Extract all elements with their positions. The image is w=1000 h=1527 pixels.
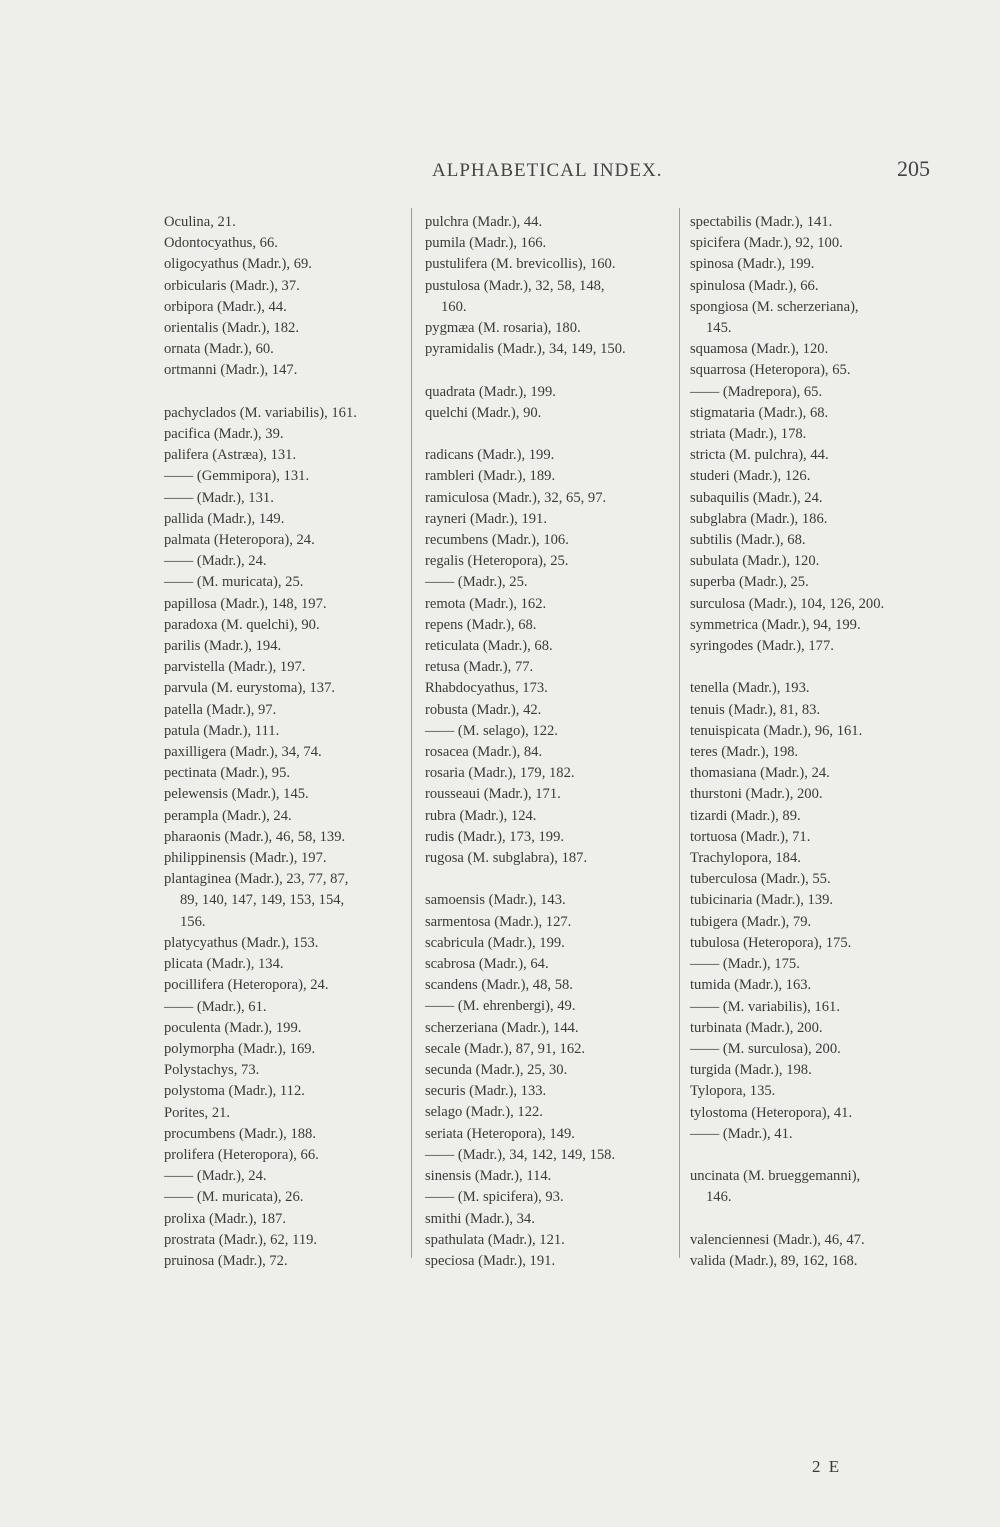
section-gap [425, 424, 670, 445]
index-entry: —— (Madr.), 131. [164, 489, 274, 506]
column-divider [679, 208, 680, 1258]
index-entry: —— (Madr.), 61. [164, 998, 267, 1015]
index-entry: orbipora (Madr.), 44. [164, 298, 287, 315]
index-entry: rambleri (Madr.), 189. [425, 468, 556, 485]
index-entry: thomasiana (Madr.), 24. [690, 765, 830, 782]
index-entry: pharaonis (Madr.), 46, 58, 139. [164, 828, 346, 845]
index-entry: pulchra (Madr.), 44. [425, 214, 543, 230]
index-entry: turgida (Madr.), 198. [690, 1062, 812, 1079]
index-entry: tizardi (Madr.), 89. [690, 807, 801, 824]
index-entry: pyramidalis (Madr.), 34, 149, 150. [425, 341, 626, 358]
index-entry: rugosa (M. subglabra), 187. [425, 850, 588, 867]
index-entry: Tylopora, 135. [690, 1083, 776, 1100]
index-entry: platycyathus (Madr.), 153. [164, 934, 319, 951]
index-entry: pallida (Madr.), 149. [164, 510, 285, 527]
signature-mark: 2 E [812, 1457, 842, 1476]
column-divider [411, 208, 412, 1258]
index-entry: pygmæa (M. rosaria), 180. [425, 320, 581, 337]
index-entry: pustulosa (Madr.), 32, 58, 148, [425, 277, 605, 294]
index-entry: pruinosa (Madr.), 72. [164, 1252, 288, 1269]
index-entry: scabricula (Madr.), 199. [425, 934, 565, 951]
page-title: ALPHABETICAL INDEX. [432, 160, 663, 181]
index-entry: —— (Gemmipora), 131. [164, 468, 310, 485]
index-entry: robusta (Madr.), 42. [425, 701, 542, 718]
index-column-2 [425, 212, 670, 1272]
index-entry: squarrosa (Heteropora), 65. [690, 362, 851, 379]
index-entry: teres (Madr.), 198. [690, 744, 799, 761]
index-entry: —— (M. variabilis), 161. [690, 998, 840, 1015]
index-entry: subglabra (Madr.), 186. [690, 510, 828, 527]
index-entry: uncinata (M. brueggemanni), [690, 1168, 861, 1185]
index-entry: —— (Madr.), 175. [690, 956, 800, 973]
section-gap [690, 1209, 935, 1230]
index-entry: ramiculosa (Madr.), 32, 65, 97. [425, 489, 607, 506]
index-column-3 [690, 212, 935, 1272]
index-entry: sarmentosa (Madr.), 127. [425, 913, 572, 930]
index-entry: reticulata (Madr.), 68. [425, 638, 553, 655]
index-entry: superba (Madr.), 25. [690, 574, 809, 591]
index-entry: procumbens (Madr.), 188. [164, 1125, 316, 1142]
index-entry: tylostoma (Heteropora), 41. [690, 1104, 853, 1121]
index-entry: stricta (M. pulchra), 44. [690, 447, 829, 464]
index-entry: prolixa (Madr.), 187. [164, 1210, 286, 1227]
index-entry: —— (M. surculosa), 200. [690, 1040, 841, 1057]
index-entry: Oculina, 21. [164, 214, 236, 230]
index-entry: parilis (Madr.), 194. [164, 638, 282, 655]
index-entry: —— (Madr.), 24. [164, 1168, 267, 1185]
index-entry: poculenta (Madr.), 199. [164, 1019, 302, 1036]
index-entry: rosacea (Madr.), 84. [425, 744, 543, 761]
index-entry: plantaginea (Madr.), 23, 77, 87, [164, 871, 349, 888]
index-entry: polymorpha (Madr.), 169. [164, 1040, 316, 1057]
index-entry: —— (M. ehrenbergi), 49. [425, 998, 576, 1015]
index-entry: ortmanni (Madr.), 147. [164, 362, 298, 379]
index-entry: —— (M. selago), 122. [425, 722, 558, 739]
index-entry: tenuispicata (Madr.), 96, 161. [690, 722, 863, 739]
index-entry: orientalis (Madr.), 182. [164, 320, 299, 337]
index-entry: striata (Madr.), 178. [690, 426, 807, 443]
index-entry: secunda (Madr.), 25, 30. [425, 1062, 568, 1079]
index-entry: rubra (Madr.), 124. [425, 807, 537, 824]
index-entry: rudis (Madr.), 173, 199. [425, 828, 565, 845]
index-entry: palifera (Astræa), 131. [164, 447, 297, 464]
index-entry: speciosa (Madr.), 191. [425, 1252, 556, 1269]
index-entry: patula (Madr.), 111. [164, 722, 280, 739]
index-entry: rousseaui (Madr.), 171. [425, 786, 561, 803]
index-entry: pumila (Madr.), 166. [425, 235, 547, 252]
index-entry: Trachylopora, 184. [690, 850, 801, 867]
index-entry: spathulata (Madr.), 121. [425, 1231, 565, 1248]
index-entry: studeri (Madr.), 126. [690, 468, 811, 485]
index-entry: pacifica (Madr.), 39. [164, 426, 284, 443]
index-entry: thurstoni (Madr.), 200. [690, 786, 823, 803]
index-entry: —— (M. muricata), 25. [164, 574, 304, 591]
index-entry: spongiosa (M. scherzeriana), [690, 298, 859, 315]
index-entry: spinulosa (Madr.), 66. [690, 277, 819, 294]
index-entry: oligocyathus (Madr.), 69. [164, 256, 312, 273]
index-entry: 145. [706, 320, 732, 337]
index-entry: 89, 140, 147, 149, 153, 154, [180, 892, 345, 909]
index-entry: repens (Madr.), 68. [425, 616, 537, 633]
index-entry: rayneri (Madr.), 191. [425, 510, 547, 527]
index-entry: —— (M. muricata), 26. [164, 1189, 304, 1206]
index-entry: —— (Madr.), 41. [690, 1125, 793, 1142]
index-entry: syringodes (Madr.), 177. [690, 638, 834, 655]
index-entry: selago (Madr.), 122. [425, 1104, 543, 1121]
index-entry: polystoma (Madr.), 112. [164, 1083, 305, 1100]
index-entry: subaquilis (Madr.), 24. [690, 489, 823, 506]
index-entry: secale (Madr.), 87, 91, 162. [425, 1040, 586, 1057]
index-entry: parvula (M. eurystoma), 137. [164, 680, 336, 697]
index-column-1 [164, 212, 404, 1272]
index-entry: tumida (Madr.), 163. [690, 977, 812, 994]
index-entry: Porites, 21. [164, 1104, 231, 1121]
index-entry: spicifera (Madr.), 92, 100. [690, 235, 843, 252]
index-entry: pustulifera (M. brevicollis), 160. [425, 256, 616, 273]
index-entry: ornata (Madr.), 60. [164, 341, 274, 358]
index-entry: quelchi (Madr.), 90. [425, 404, 542, 421]
index-entry: retusa (Madr.), 77. [425, 659, 534, 676]
index-entry: —— (M. spicifera), 93. [425, 1189, 564, 1206]
index-entry: regalis (Heteropora), 25. [425, 553, 569, 570]
index-entry: valenciennesi (Madr.), 46, 47. [690, 1231, 865, 1248]
section-gap [690, 657, 935, 678]
index-entry: Polystachys, 73. [164, 1062, 260, 1079]
index-entry: remota (Madr.), 162. [425, 595, 547, 612]
index-entry: valida (Madr.), 89, 162, 168. [690, 1252, 858, 1269]
section-gap [425, 360, 670, 381]
section-gap [690, 1145, 935, 1166]
index-entry: tubigera (Madr.), 79. [690, 913, 812, 930]
index-entry: sinensis (Madr.), 114. [425, 1168, 552, 1185]
section-gap [164, 382, 404, 403]
index-entry: pachyclados (M. variabilis), 161. [164, 404, 357, 421]
index-entry: symmetrica (Madr.), 94, 199. [690, 616, 861, 633]
index-entry: orbicularis (Madr.), 37. [164, 277, 300, 294]
index-entry: tortuosa (Madr.), 71. [690, 828, 811, 845]
index-entry: palmata (Heteropora), 24. [164, 532, 315, 549]
index-entry: scherzeriana (Madr.), 144. [425, 1019, 579, 1036]
index-entry: quadrata (Madr.), 199. [425, 383, 556, 400]
index-entry: spectabilis (Madr.), 141. [690, 214, 833, 230]
index-entry: smithi (Madr.), 34. [425, 1210, 535, 1227]
index-entry: patella (Madr.), 97. [164, 701, 277, 718]
index-entry: scandens (Madr.), 48, 58. [425, 977, 573, 994]
index-entry: philippinensis (Madr.), 197. [164, 850, 327, 867]
index-entry: 156. [180, 913, 206, 930]
index-entry: recumbens (Madr.), 106. [425, 532, 569, 549]
index-entry: subtilis (Madr.), 68. [690, 532, 806, 549]
section-gap [425, 869, 670, 890]
index-entry: surculosa (Madr.), 104, 126, 200. [690, 595, 885, 612]
index-entry: pectinata (Madr.), 95. [164, 765, 291, 782]
index-entry: scabrosa (Madr.), 64. [425, 956, 549, 973]
index-entry: pelewensis (Madr.), 145. [164, 786, 309, 803]
index-entry: tenella (Madr.), 193. [690, 680, 810, 697]
index-entry: 160. [441, 298, 467, 315]
index-entry: paxilligera (Madr.), 34, 74. [164, 744, 322, 761]
index-entry: seriata (Heteropora), 149. [425, 1125, 575, 1142]
index-entry: spinosa (Madr.), 199. [690, 256, 815, 273]
index-entry: rosaria (Madr.), 179, 182. [425, 765, 575, 782]
index-entry: prolifera (Heteropora), 66. [164, 1146, 319, 1163]
index-entry: radicans (Madr.), 199. [425, 447, 555, 464]
index-entry: paradoxa (M. quelchi), 90. [164, 616, 320, 633]
index-entry: perampla (Madr.), 24. [164, 807, 292, 824]
index-entry: —— (Madr.), 24. [164, 553, 267, 570]
index-entry: Odontocyathus, 66. [164, 235, 278, 252]
index-entry: papillosa (Madr.), 148, 197. [164, 595, 327, 612]
page-number: 205 [897, 156, 930, 181]
index-entry: tuberculosa (Madr.), 55. [690, 871, 831, 888]
index-entry: tubulosa (Heteropora), 175. [690, 934, 852, 951]
index-entry: securis (Madr.), 133. [425, 1083, 547, 1100]
index-entry: pocillifera (Heteropora), 24. [164, 977, 329, 994]
index-entry: prostrata (Madr.), 62, 119. [164, 1231, 318, 1248]
index-entry: turbinata (Madr.), 200. [690, 1019, 823, 1036]
index-entry: —— (Madrepora), 65. [690, 383, 823, 400]
index-entry: 146. [706, 1189, 732, 1206]
index-entry: subulata (Madr.), 120. [690, 553, 820, 570]
index-entry: Rhabdocyathus, 173. [425, 680, 548, 697]
index-entry: tubicinaria (Madr.), 139. [690, 892, 834, 909]
index-entry: tenuis (Madr.), 81, 83. [690, 701, 821, 718]
index-entry: plicata (Madr.), 134. [164, 956, 284, 973]
index-entry: samoensis (Madr.), 143. [425, 892, 566, 909]
index-entry: —— (Madr.), 34, 142, 149, 158. [425, 1146, 616, 1163]
index-entry: parvistella (Madr.), 197. [164, 659, 306, 676]
index-entry: squamosa (Madr.), 120. [690, 341, 829, 358]
index-entry: —— (Madr.), 25. [425, 574, 528, 591]
index-entry: stigmataria (Madr.), 68. [690, 404, 829, 421]
